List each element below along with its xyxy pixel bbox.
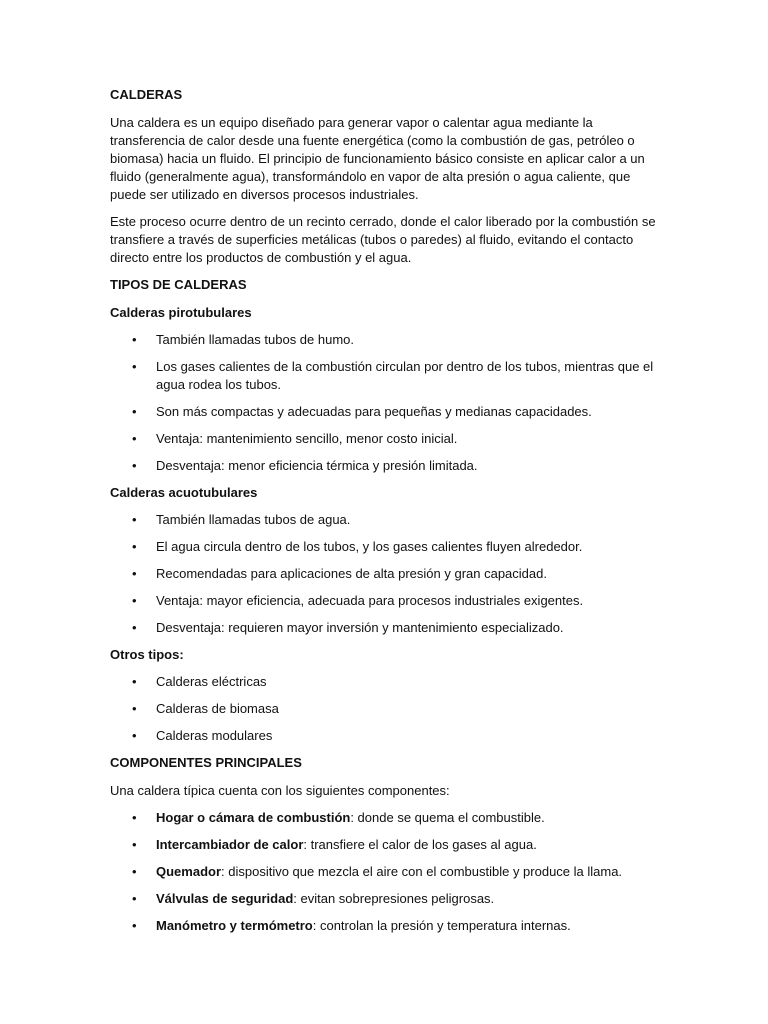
types-heading: TIPOS DE CALDERAS (110, 277, 247, 292)
list-item-text: Ventaja: mayor eficiencia, adecuada para procesos industriales exigentes. (156, 593, 584, 608)
pirotubulares-title: Calderas pirotubulares (110, 305, 252, 320)
list-item (110, 809, 668, 827)
list-item (110, 457, 668, 475)
bullet-icon: • (132, 593, 137, 608)
list-item (110, 565, 668, 583)
list-item-text: Desventaja: requieren mayor inversión y mantenimiento especializado. (156, 620, 564, 635)
list-item (110, 538, 668, 556)
intro-paragraph-1: Una caldera es un equipo diseñado para generar vapor o calentar agua mediante la transferencia de calor desde una fuente energética (como la combustión de gas, petróleo o biomasa) hacia un fluido. El principio de funcionamiento básico consiste en aplicar calor a un fluido (generalmente agua), transformándolo en vapor de alta presión o agua caliente, que puede ser utilizado en diversos procesos industriales. (110, 115, 645, 202)
components-list (110, 809, 668, 935)
bullet-icon: • (132, 918, 137, 933)
bullet-icon: • (132, 620, 137, 635)
list-item (110, 673, 668, 691)
otros-list (110, 673, 668, 745)
list-item (110, 331, 668, 349)
list-item (110, 890, 668, 908)
list-item-text: Los gases calientes de la combustión circulan por dentro de los tubos, mientras que el agua rodea los tubos. (156, 359, 654, 392)
intro-paragraph-2: Este proceso ocurre dentro de un recinto cerrado, donde el calor liberado por la combustión se transfiere a través de superficies metálicas (tubos o paredes) al fluido, evitando el contacto directo entre los productos de combustión y el agua. (110, 214, 656, 265)
document-title: CALDERAS (110, 87, 183, 102)
bullet-icon: • (132, 864, 137, 879)
bullet-icon: • (132, 566, 137, 581)
list-item (110, 358, 668, 394)
list-item-text: Ventaja: mantenimiento sencillo, menor costo inicial. (156, 431, 458, 446)
list-item (110, 403, 668, 421)
bullet-icon: • (132, 512, 137, 527)
component-desc: : donde se quema el combustible. (350, 810, 545, 825)
bullet-icon: • (132, 810, 137, 825)
list-item (110, 863, 668, 881)
list-item-text: Calderas de biomasa (156, 701, 279, 716)
list-item-text: Calderas eléctricas (156, 674, 267, 689)
list-item (110, 619, 668, 637)
bullet-icon: • (132, 674, 137, 689)
list-item (110, 917, 668, 935)
component-desc: : controlan la presión y temperatura internas. (312, 918, 571, 933)
bullet-icon: • (132, 891, 137, 906)
components-heading: COMPONENTES PRINCIPALES (110, 755, 302, 770)
component-term: Válvulas de seguridad (156, 891, 294, 906)
component-term: Manómetro y termómetro (156, 918, 313, 933)
bullet-icon: • (132, 701, 137, 716)
list-item-text: El agua circula dentro de los tubos, y los gases calientes fluyen alrededor. (156, 539, 583, 554)
list-item (110, 430, 668, 448)
component-term: Hogar o cámara de combustión (156, 810, 351, 825)
pirotubulares-list (110, 331, 668, 475)
list-item (110, 592, 668, 610)
component-desc: : evitan sobrepresiones peligrosas. (293, 891, 495, 906)
list-item (110, 511, 668, 529)
components-intro: Una caldera típica cuenta con los siguientes componentes: (110, 783, 450, 798)
bullet-icon: • (132, 332, 137, 347)
bullet-icon: • (132, 539, 137, 554)
list-item-text: Son más compactas y adecuadas para pequeñas y medianas capacidades. (156, 404, 592, 419)
acuotubulares-list (110, 511, 668, 637)
bullet-icon: • (132, 837, 137, 852)
bullet-icon: • (132, 431, 137, 446)
bullet-icon: • (132, 359, 137, 374)
acuotubulares-title: Calderas acuotubulares (110, 485, 258, 500)
bullet-icon: • (132, 404, 137, 419)
bullet-icon: • (132, 458, 137, 473)
list-item (110, 727, 668, 745)
list-item-text: También llamadas tubos de agua. (156, 512, 351, 527)
component-desc: : dispositivo que mezcla el aire con el combustible y produce la llama. (221, 864, 623, 879)
list-item-text: También llamadas tubos de humo. (156, 332, 355, 347)
bullet-icon: • (132, 728, 137, 743)
list-item (110, 700, 668, 718)
list-item-text: Desventaja: menor eficiencia térmica y presión limitada. (156, 458, 478, 473)
component-desc: : transfiere el calor de los gases al agua. (303, 837, 537, 852)
list-item (110, 836, 668, 854)
list-item-text: Calderas modulares (156, 728, 273, 743)
list-item-text: Recomendadas para aplicaciones de alta presión y gran capacidad. (156, 566, 547, 581)
component-term: Intercambiador de calor (156, 837, 304, 852)
component-term: Quemador (156, 864, 222, 879)
otros-title: Otros tipos: (110, 647, 184, 662)
